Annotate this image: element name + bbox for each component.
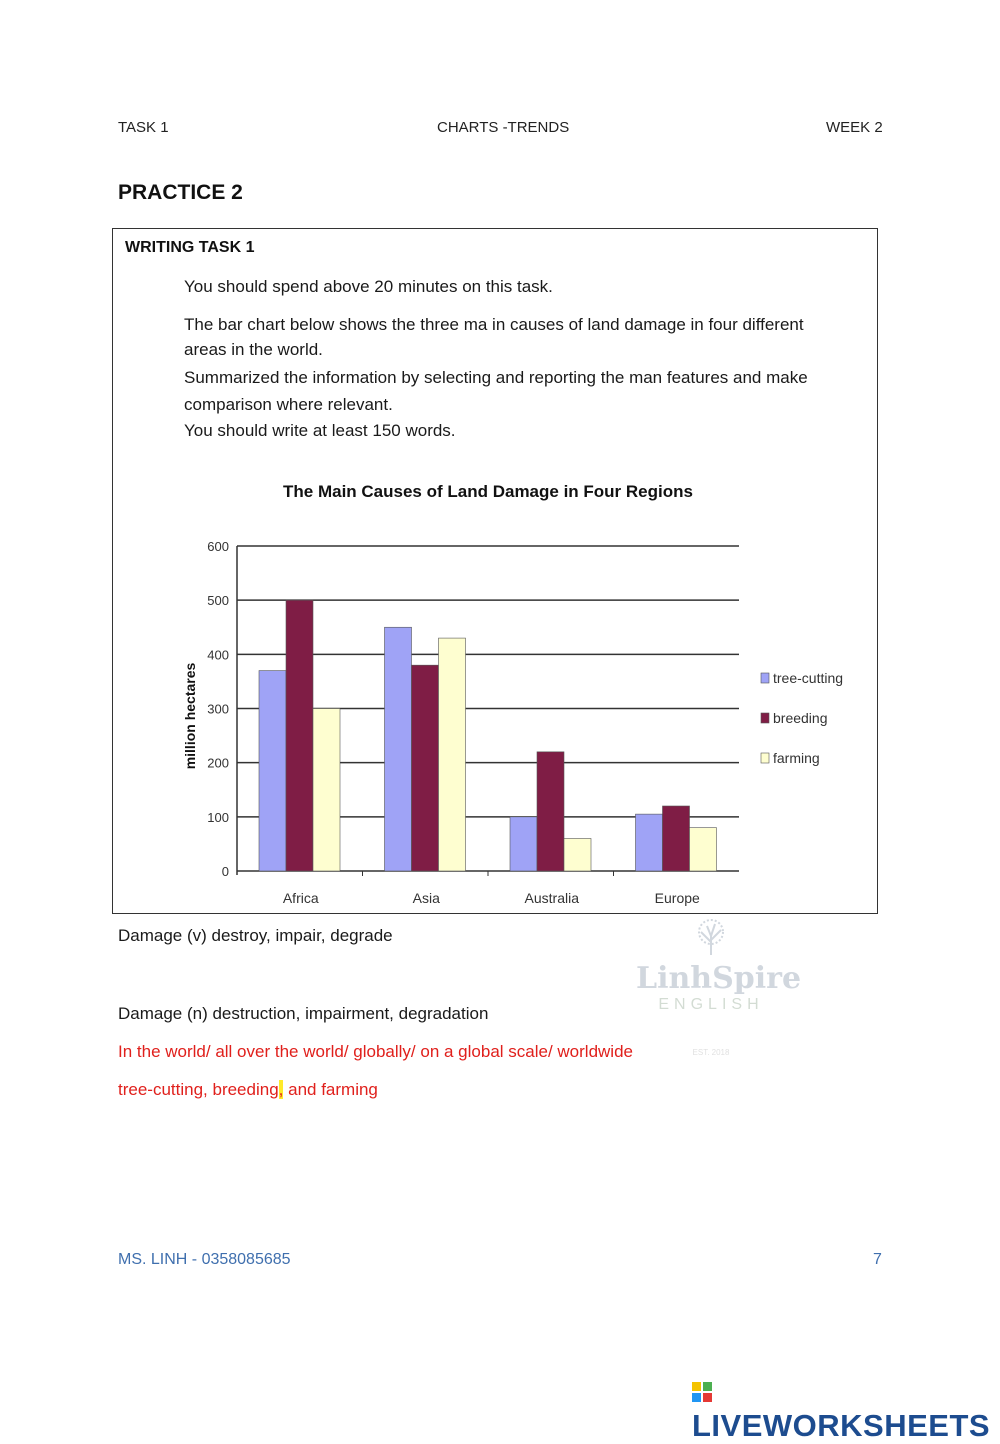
x-tick-label: Africa — [282, 890, 319, 906]
task-heading: WRITING TASK 1 — [125, 239, 255, 256]
x-tick-label: Europe — [654, 890, 700, 906]
y-tick-label: 100 — [207, 809, 229, 825]
vocab-causes-part1: tree-cutting, breeding — [118, 1080, 279, 1099]
legend-label-tree-cutting: tree-cutting — [773, 670, 844, 686]
vocab-causes-part2: and farming — [283, 1080, 378, 1099]
bar-farming-asia — [439, 638, 466, 871]
footer-contact: MS. LINH - 0358085685 — [118, 1251, 291, 1268]
x-tick-label: Australia — [524, 890, 579, 906]
vocab-world-phrases: In the world/ all over the world/ globally/ on a global scale/ worldwide — [118, 1042, 633, 1061]
vocab-damage-noun: Damage (n) destruction, impairment, degradation — [118, 1004, 489, 1023]
instruction-summary-line2: comparison where relevant. — [184, 395, 393, 414]
instruction-summary-line1: Summarized the information by selecting and reporting the man features and make — [184, 368, 808, 387]
bar-farming-europe — [690, 828, 717, 871]
page-number: 7 — [873, 1251, 882, 1268]
instruction-chart-line2: areas in the world. — [184, 340, 323, 359]
header-week: WEEK 2 — [826, 119, 883, 136]
bar-farming-africa — [313, 709, 340, 872]
chart-title: The Main Causes of Land Damage in Four Regions — [283, 482, 693, 501]
bar-breeding-europe — [663, 806, 690, 871]
bar-tree-cutting-europe — [636, 814, 663, 871]
liveworksheets-name: LIVEWORKSHEETS — [692, 1408, 991, 1443]
y-tick-label: 200 — [207, 755, 229, 771]
legend-label-farming: farming — [773, 750, 820, 766]
chart-y-axis-label: million hectares — [182, 662, 198, 770]
legend-swatch-breeding — [761, 713, 769, 723]
watermark-est: EST. 2018 — [692, 1048, 730, 1057]
bar-breeding-australia — [537, 752, 564, 871]
bar-tree-cutting-africa — [259, 671, 286, 871]
vocab-causes — [118, 1080, 378, 1100]
writing-task-box — [112, 228, 878, 914]
y-tick-label: 0 — [221, 864, 229, 879]
header-topic: CHARTS -TRENDS — [437, 119, 570, 136]
liveworksheets-logo — [692, 1372, 1000, 1444]
liveworksheets-grid-icon — [692, 1382, 712, 1402]
header-task: TASK 1 — [118, 119, 169, 136]
practice-title: PRACTICE 2 — [118, 181, 243, 204]
legend-swatch-tree-cutting — [761, 673, 769, 683]
instruction-time: You should spend above 20 minutes on this task. — [184, 277, 553, 296]
instruction-word-count: You should write at least 150 words. — [184, 421, 456, 440]
bar-breeding-africa — [286, 600, 313, 871]
watermark-sub: ENGLISH — [658, 996, 764, 1013]
bar-tree-cutting-asia — [385, 627, 412, 871]
highlighted-comma: , — [278, 1080, 284, 1099]
bar-tree-cutting-australia — [510, 817, 537, 871]
linhspire-watermark — [636, 918, 802, 1057]
y-tick-label: 500 — [207, 593, 229, 609]
tree-logo-icon — [681, 918, 741, 956]
instruction-chart-line1: The bar chart below shows the three ma in causes of land damage in four different — [184, 315, 804, 334]
legend-swatch-farming — [761, 753, 769, 763]
watermark-name: LinhSpire — [636, 961, 802, 996]
y-tick-label: 300 — [207, 701, 229, 717]
y-tick-label: 400 — [207, 647, 229, 663]
y-tick-label: 600 — [207, 539, 229, 554]
vocab-damage-verb: Damage (v) destroy, impair, degrade — [118, 926, 393, 945]
bar-breeding-asia — [412, 665, 439, 871]
bar-farming-australia — [564, 839, 591, 872]
bar-chart — [113, 229, 879, 915]
x-tick-label: Asia — [412, 890, 440, 906]
legend-label-breeding: breeding — [773, 710, 828, 726]
